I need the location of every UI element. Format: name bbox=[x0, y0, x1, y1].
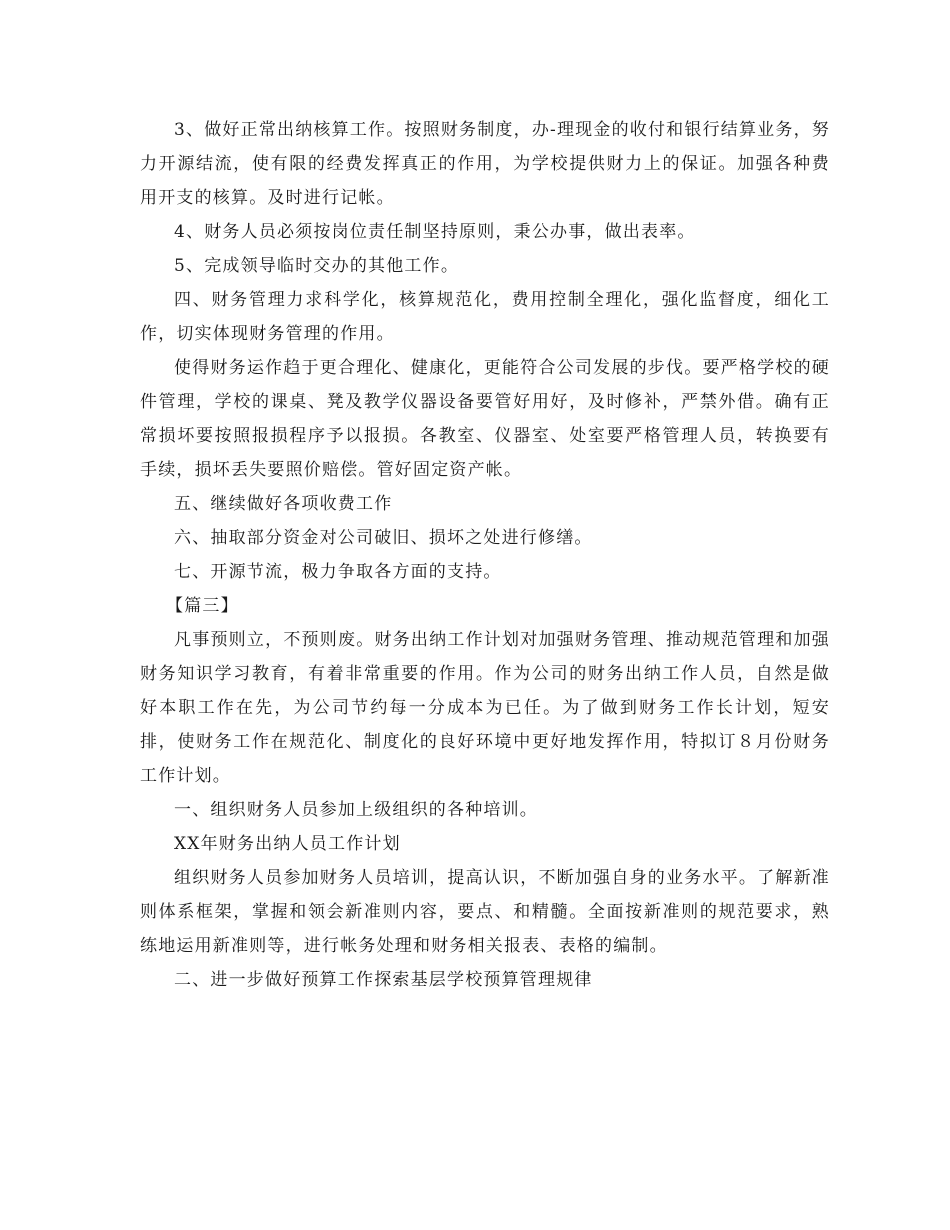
paragraph: 七、开源节流，极力争取各方面的支持。 bbox=[174, 562, 502, 582]
paragraph: 5、完成领导临时交办的其他工作。 bbox=[174, 256, 460, 276]
paragraph: 3、做好正常出纳核算工作。按照财务制度，办-理现金的收付和银行结算业务，努力开源结流，使有限的经费发挥真正的作用，为学校提供财力上的保证。加强各种费用开支的核算。及时进行记帐。 bbox=[140, 120, 830, 208]
document-body bbox=[140, 113, 830, 997]
paragraph: 五、继续做好各项收费工作 bbox=[174, 494, 393, 514]
paragraph: XX年财务出纳人员工作计划 bbox=[174, 834, 401, 854]
paragraph: 使得财务运作趋于更合理化、健康化，更能符合公司发展的步伐。要严格学校的硬件管理，学校的课桌、凳及教学仪器设备要管好用好，及时修补，严禁外借。确有正常损坏要按照报损程序予以报损。各教室、仪器室、处室要严格管理人员，转换要有手续，损坏丢失要照价赔偿。管好固定资产帐。 bbox=[140, 358, 830, 480]
paragraph: 二、进一步做好预算工作探索基层学校预算管理规律 bbox=[174, 970, 593, 990]
section-heading: 【篇三】 bbox=[166, 596, 239, 616]
paragraph: 凡事预则立，不预则废。财务出纳工作计划对加强财务管理、推动规范管理和加强财务知识学习教育，有着非常重要的作用。作为公司的财务出纳工作人员，自然是做好本职工作在先，为公司节约每一分成本为已任。为了做到财务工作长计划，短安排，使财务工作在规范化、制度化的良好环境中更好地发挥作用，特拟订８月份财务工作计划。 bbox=[140, 630, 830, 786]
paragraph: 4、财务人员必须按岗位责任制坚持原则，秉公办事，做出表率。 bbox=[174, 222, 696, 242]
paragraph: 一、组织财务人员参加上级组织的各种培训。 bbox=[174, 800, 538, 820]
paragraph: 四、财务管理力求科学化，核算规范化，费用控制全理化，强化监督度，细化工作，切实体现财务管理的作用。 bbox=[140, 290, 830, 344]
paragraph: 组织财务人员参加财务人员培训，提高认识，不断加强自身的业务水平。了解新准则体系框架，掌握和领会新准则内容，要点、和精髓。全面按新准则的规范要求，熟练地运用新准则等，进行帐务处理和财务相关报表、表格的编制。 bbox=[140, 868, 830, 956]
paragraph: 六、抽取部分资金对公司破旧、损坏之处进行修缮。 bbox=[174, 528, 593, 548]
